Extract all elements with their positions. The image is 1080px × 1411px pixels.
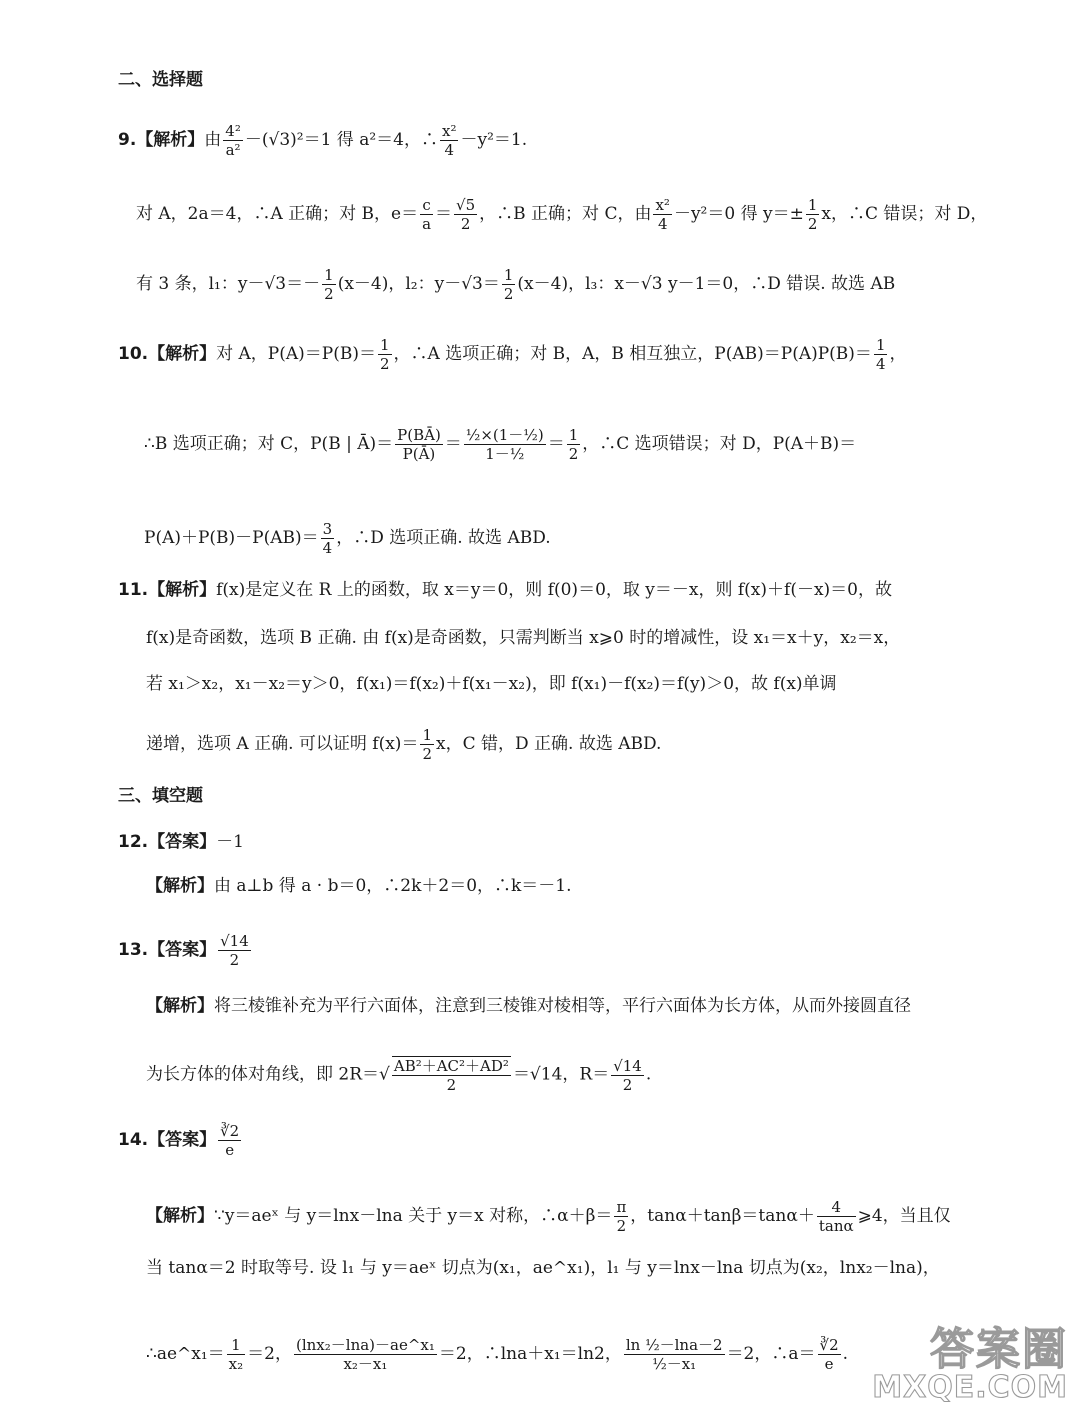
q14-analysis-line-2: 当 tanα＝2 时取等号. 设 l₁ 与 y＝aeˣ 切点为(x₁，ae^x₁)，l₁ 与 y＝lnx－lna 切点为(x₂，lnx₂－lna)， (146, 1258, 940, 1278)
fraction: $\frac{1}{2}$ (568, 426, 579, 463)
q9-number: 9. (118, 130, 137, 150)
q9-line-1 (118, 122, 527, 159)
q12-answer-tag: 【答案】 (148, 832, 217, 852)
q13-answer: $\frac{√14}{2}$ (220, 932, 249, 969)
q14-answer-line (118, 1122, 243, 1159)
section-title-fill: 三、填空题 (118, 786, 203, 806)
q13-analysis-line-1: 【解析】将三棱锥补充为平行六面体，注意到三棱锥对棱相等，平行六面体为长方体，从而外接圆直径 (146, 996, 911, 1016)
q14-answer-tag: 【答案】 (148, 1130, 217, 1150)
q11-line-1: 11.【解析】f(x)是定义在 R 上的函数，取 x＝y＝0，则 f(0)＝0，取 y＝－x，则 f(x)＋f(－x)＝0，故 (118, 580, 892, 600)
q11-number: 11. (118, 580, 149, 600)
q14-tag: 【解析】 (146, 1206, 214, 1226)
q9-text: 由 (204, 130, 222, 150)
q10-number: 10. (118, 344, 149, 364)
q10-line-3: P(A)＋P(B)－P(AB)＝ $\frac{3}{4}$ ，∴D 选项正确. 故选 ABD. (144, 520, 551, 557)
q14-analysis-line-1: 【解析】∵y＝aeˣ 与 y＝lnx－lna 关于 y＝x 对称，∴α＋β＝ $\frac{\pi}{2}$ ，tanα＋tanβ＝tanα＋ $\frac{4}{\tan\alpha}$ ⩾4，当且仅 (146, 1198, 951, 1235)
fraction: $\frac{\pi}{2}$ (616, 1198, 627, 1235)
fraction: $\frac{√5}{2}$ (456, 196, 476, 233)
fraction: $\frac{1}{2}$ (379, 336, 390, 373)
q11-line-3: 若 x₁＞x₂，x₁－x₂＝y＞0，f(x₁)＝f(x₂)＋f(x₁－x₂)，即 f(x₁)－f(x₂)＝f(y)＞0，故 f(x)单调 (146, 674, 837, 694)
q10-line-2: ∴B 选项正确；对 C，P(B | Ā)＝ $\frac{P(BĀ)}{P(Ā)}$ ＝ $\frac{\text{½×(1－½)}}{\text{1－½}}$ ＝ $\frac{1}{2}$ ，∴C 选项错误；对 D，P(A＋B)＝ (144, 426, 857, 463)
q9-text: －y²＝1. (460, 130, 528, 150)
q9-text: －(√3)²＝1 得 a²＝4，∴ (244, 130, 438, 150)
watermark-logo (872, 1313, 1068, 1405)
fraction: $\frac{1}{2}$ (503, 266, 514, 303)
fraction: $\frac{\text{4²}}{\text{a²}}$ (225, 122, 241, 159)
fraction: $\frac{1}{4}$ (875, 336, 886, 373)
q12-answer: －1 (216, 832, 244, 852)
q14-number: 14. (118, 1130, 149, 1150)
fraction: $\frac{\text{(lnx₂－lna)－ae\textasciicircum{}x₁}}{\text{x₂－x₁}}$ (295, 1336, 435, 1373)
fraction: $\frac{1}{2}$ (324, 266, 334, 303)
fraction: $\frac{1}{2}$ (807, 196, 818, 233)
fraction: $\frac{P(BĀ)}{P(Ā)}$ (397, 426, 441, 463)
fraction: $\frac{\text{x²}}{4}$ (655, 196, 670, 233)
q9-tag: 【解析】 (136, 130, 205, 150)
q13-number: 13. (118, 940, 149, 960)
q14-analysis-line-3: ∴ae^x₁＝ $\frac{1}{\text{x₂}}$ ＝2， $\frac{\text{(lnx₂－lna)－ae\textasciicircum{}x₁}}{\text{x₂－x₁}}$ ＝2，∴lna＋x₁＝ln2， $\frac{\text{ln ½－lna－2}}{\text{½－x₁}}$ ＝2，∴a＝ $\frac{∛2}{e}$ . (146, 1336, 849, 1373)
fraction: $\frac{√14}{2}$ (613, 1056, 642, 1094)
q11-line-4: 递增，选项 A 正确. 可以证明 f(x)＝ $\frac{1}{2}$ x，C 错，D 正确. 故选 ABD. (146, 726, 662, 763)
q12-number: 12. (118, 832, 149, 852)
fraction: $\frac{c}{a}$ (422, 196, 432, 233)
q10-tag: 【解析】 (148, 344, 217, 364)
fraction: $\frac{1}{2}$ (422, 726, 432, 763)
q11-tag: 【解析】 (148, 580, 217, 600)
fraction: $\frac{3}{4}$ (322, 520, 333, 557)
q13-answer-line (118, 932, 253, 969)
q9-line-2: 对 A，2a＝4，∴A 正确；对 B，e＝ $\frac{c}{a}$ ＝ $\frac{√5}{2}$ ，∴B 正确；对 C，由 $\frac{\text{x²}}{4}$ －y²＝0 得 y＝± $\frac{1}{2}$ x，∴C 错误；对 D， (136, 196, 988, 233)
watermark-bottom-text: MXQE.COM (872, 1370, 1068, 1405)
q12-tag: 【解析】 (146, 876, 214, 896)
q10-line-1: 10.【解析】对 A，P(A)＝P(B)＝ $\frac{1}{2}$ ，∴A 选项正确；对 B，A，B 相互独立，P(AB)＝P(A)P(B)＝ $\frac{1}{4}$ ， (118, 336, 907, 373)
q12-analysis-line: 【解析】由 a⊥b 得 a · b＝0，∴2k＋2＝0，∴k＝－1. (146, 876, 572, 896)
q13-analysis-line-2: 为长方体的体对角线，即 2R＝√ $\frac{\text{AB²＋AC²＋AD²}}{2}$ ＝√14，R＝ $\frac{√14}{2}$ . (146, 1056, 652, 1094)
fraction: $\frac{\text{x²}}{4}$ (441, 122, 457, 159)
watermark-top-text: 答案圈 (930, 1324, 1068, 1375)
fraction: $\frac{\text{ln ½－lna－2}}{\text{½－x₁}}$ (625, 1336, 723, 1373)
fraction: $\frac{∛2}{e}$ (819, 1336, 839, 1373)
q9-line-3: 有 3 条，l₁：y－√3＝－ $\frac{1}{2}$ (x－4)，l₂：y－√3＝ $\frac{1}{2}$ (x－4)，l₃：x－√3 y－1＝0，∴D 错误. 故选 AB (136, 266, 896, 303)
q13-answer-tag: 【答案】 (148, 940, 217, 960)
section-title-choice: 二、选择题 (118, 70, 203, 90)
q11-line-2: f(x)是奇函数，选项 B 正确. 由 f(x)是奇函数，只需判断当 x⩾0 时的增减性，设 x₁＝x＋y，x₂＝x， (146, 628, 901, 648)
fraction: $\frac{\text{½×(1－½)}}{\text{1－½}}$ (465, 426, 544, 463)
fraction: $\frac{1}{\text{x₂}}$ (228, 1336, 244, 1373)
fraction: $\frac{4}{\tan\alpha}$ (818, 1198, 854, 1235)
q14-answer: $\frac{∛2}{e}$ (220, 1122, 240, 1159)
q13-tag: 【解析】 (146, 996, 214, 1016)
q12-answer-line (118, 830, 244, 854)
fraction: $\frac{\text{AB²＋AC²＋AD²}}{2}$ (393, 1057, 509, 1094)
